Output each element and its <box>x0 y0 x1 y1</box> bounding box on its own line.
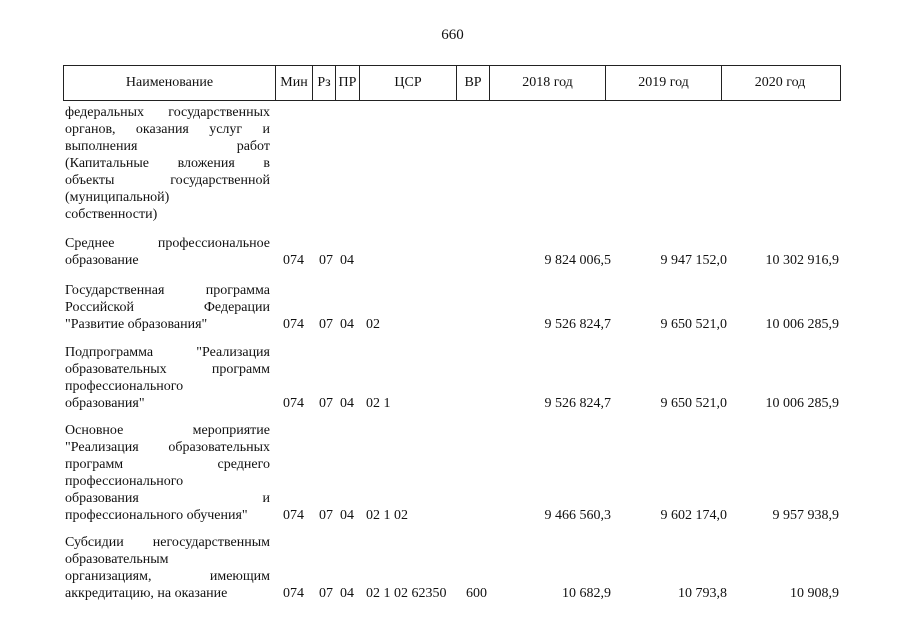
header-rz: Рз <box>313 66 336 100</box>
cell-csr: 02 1 02 <box>366 508 408 523</box>
cell-min: 074 <box>283 317 304 332</box>
cell-min: 074 <box>283 253 304 268</box>
header-pr: ПР <box>336 66 360 100</box>
row-name-line: "Развитие образования" <box>65 317 208 332</box>
row-name-line: (Капитальные вложения в <box>65 156 270 171</box>
cell-2018: 9 466 560,3 <box>544 508 611 523</box>
row-name-line: выполнения работ <box>65 139 270 154</box>
cell-2020: 10 302 916,9 <box>765 253 839 268</box>
row-name-line: образования и <box>65 491 270 506</box>
table-header <box>63 65 841 101</box>
cell-2018: 9 824 006,5 <box>544 253 611 268</box>
row-name-line: "Реализация образовательных <box>65 440 270 455</box>
header-vr: ВР <box>457 66 490 100</box>
cell-rz: 07 <box>319 396 333 411</box>
cell-rz: 07 <box>319 253 333 268</box>
row-name <box>65 534 270 602</box>
row-name-line: Среднее профессиональное <box>65 236 270 251</box>
row-name-line: (муниципальной) <box>65 190 170 205</box>
cell-2020: 10 006 285,9 <box>765 317 839 332</box>
cell-2020: 10 006 285,9 <box>765 396 839 411</box>
cell-2019: 9 602 174,0 <box>660 508 727 523</box>
row-name-line: объекты государственной <box>65 173 270 188</box>
row-name-line: федеральных государственных <box>65 105 270 120</box>
header-2020: 2020 год <box>754 75 806 90</box>
header-csr: ЦСР <box>360 66 457 100</box>
row-name-line: образования" <box>65 396 145 411</box>
row-name-line: образование <box>65 253 139 268</box>
cell-2018: 10 682,9 <box>562 586 611 601</box>
row-name-line: Основное мероприятие <box>65 423 270 438</box>
row-name-line: органов, оказания услуг и <box>65 122 270 137</box>
cell-min: 074 <box>283 396 304 411</box>
row-name <box>65 104 270 223</box>
row-name-line: программ среднего <box>65 457 270 472</box>
cell-2019: 9 650 521,0 <box>660 396 727 411</box>
cell-csr: 02 1 <box>366 396 391 411</box>
cell-pr: 04 <box>340 253 354 268</box>
cell-pr: 04 <box>340 317 354 332</box>
cell-2019: 10 793,8 <box>678 586 727 601</box>
header-2019: 2019 год <box>606 66 722 100</box>
row-name <box>65 282 270 333</box>
cell-pr: 04 <box>340 586 354 601</box>
row-name-line: Государственная программа <box>65 283 270 298</box>
row-name-line: Подпрограмма "Реализация <box>65 345 270 360</box>
header-2018: 2018 год <box>490 66 606 100</box>
cell-pr: 04 <box>340 396 354 411</box>
page-number: 660 <box>441 27 464 43</box>
row-name-line: профессионального обучения" <box>65 508 248 523</box>
cell-rz: 07 <box>319 508 333 523</box>
cell-2018: 9 526 824,7 <box>544 396 611 411</box>
row-name-line: Российской Федерации <box>65 300 270 315</box>
row-name-line: организациям, имеющим <box>65 569 270 584</box>
cell-2019: 9 650 521,0 <box>660 317 727 332</box>
cell-vr: 600 <box>466 586 487 601</box>
cell-2018: 9 526 824,7 <box>544 317 611 332</box>
cell-rz: 07 <box>319 317 333 332</box>
cell-rz: 07 <box>319 586 333 601</box>
row-name-line: профессионального <box>65 474 184 489</box>
row-name <box>65 235 270 269</box>
cell-csr: 02 1 02 62350 <box>366 586 447 601</box>
row-name <box>65 422 270 524</box>
cell-csr: 02 <box>366 317 380 332</box>
header-name: Наименование <box>64 66 276 100</box>
cell-pr: 04 <box>340 508 354 523</box>
row-name-line: Субсидии негосударственным <box>65 535 270 550</box>
row-name-line: образовательных программ <box>65 362 270 377</box>
row-name-line: профессионального <box>65 379 184 394</box>
cell-2019: 9 947 152,0 <box>660 253 727 268</box>
row-name <box>65 344 270 412</box>
cell-min: 074 <box>283 508 304 523</box>
row-name-line: собственности) <box>65 207 158 222</box>
cell-2020: 10 908,9 <box>790 586 839 601</box>
row-name-line: аккредитацию, на оказание <box>65 586 228 601</box>
cell-2020: 9 957 938,9 <box>772 508 839 523</box>
cell-min: 074 <box>283 586 304 601</box>
row-name-line: образовательным <box>65 552 169 567</box>
header-min: Мин <box>276 66 313 100</box>
